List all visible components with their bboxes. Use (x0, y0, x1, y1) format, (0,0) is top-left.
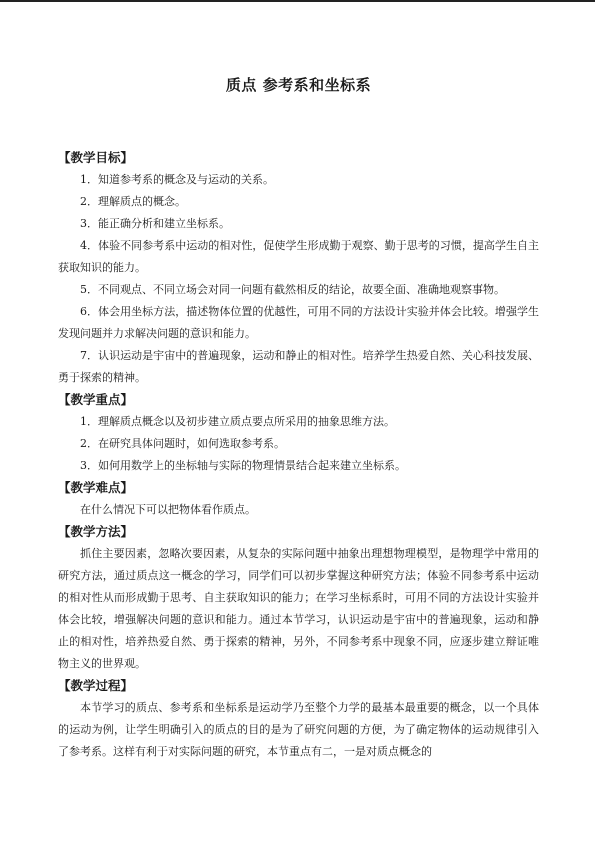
section-difficulty (58, 477, 539, 521)
heading-objectives: 【教学目标】 (58, 150, 134, 165)
heading-process: 【教学过程】 (58, 678, 134, 693)
section-objectives (58, 147, 539, 389)
objective-item-5: 5．不同观点、不同立场会对同一问题有截然相反的结论，故要全面、准确地观察事物。 (80, 283, 505, 296)
heading-difficulty: 【教学难点】 (58, 480, 134, 495)
objective-item-2: 2．理解质点的概念。 (80, 195, 186, 208)
document-title: 质点 参考系和坐标系 (225, 76, 372, 94)
section-key-points (58, 389, 539, 477)
objective-item-7: 7．认识运动是宇宙中的普遍现象，运动和静止的相对性。培养学生热爱自然、关心科技发展、勇于探索的精神。 (58, 349, 539, 384)
key-point-item-2: 2．在研究具体问题时，如何选取参考系。 (80, 437, 285, 450)
section-method (58, 521, 539, 675)
top-rule (0, 0, 595, 2)
document-page (58, 70, 539, 763)
objective-item-6: 6．体会用坐标方法，描述物体位置的优越性，可用不同的方法设计实验并体会比较。增强学生发现问题并力求解决问题的意识和能力。 (58, 305, 539, 340)
objective-item-1: 1．知道参考系的概念及与运动的关系。 (80, 173, 274, 186)
key-point-item-1: 1．理解质点概念以及初步建立质点要点所采用的抽象思维方法。 (80, 415, 395, 428)
key-point-item-3: 3．如何用数学上的坐标轴与实际的物理情景结合起来建立坐标系。 (80, 459, 406, 472)
heading-method: 【教学方法】 (58, 524, 134, 539)
difficulty-text: 在什么情况下可以把物体看作质点。 (80, 503, 256, 516)
section-process (58, 675, 539, 763)
objective-item-4: 4．体验不同参考系中运动的相对性，促使学生形成勤于观察、勤于思考的习惯，提高学生自主获取知识的能力。 (58, 239, 539, 274)
method-text: 抓住主要因素，忽略次要因素，从复杂的实际问题中抽象出理想物理模型，是物理学中常用的研究方法，通过质点这一概念的学习，同学们可以初步掌握这种研究方法；体验不同参考系中运动的相对性从而形成勤于思考、自主获取知识的能力；在学习坐标系时，可用不同的方法设计实验并体会比较，增强解决问题的意识和能力。通过本节学习，认识运动是宇宙中的普遍现象，运动和静止的相对性，培养热爱自然、勇于探索的精神，另外，不同参考系中现象不同，应逐步建立辩证唯物主义的世界观。 (58, 547, 539, 670)
process-text: 本节学习的质点、参考系和坐标系是运动学乃至整个力学的最基本最重要的概念，以一个具体的运动为例，让学生明确引入的质点的目的是为了研究问题的方便，为了确定物体的运动规律引入了参考系。这样有利于对实际问题的研究，本节重点有二，一是对质点概念的 (58, 701, 539, 758)
heading-key-points: 【教学重点】 (58, 392, 134, 407)
objective-item-3: 3．能正确分析和建立坐标系。 (80, 217, 230, 230)
